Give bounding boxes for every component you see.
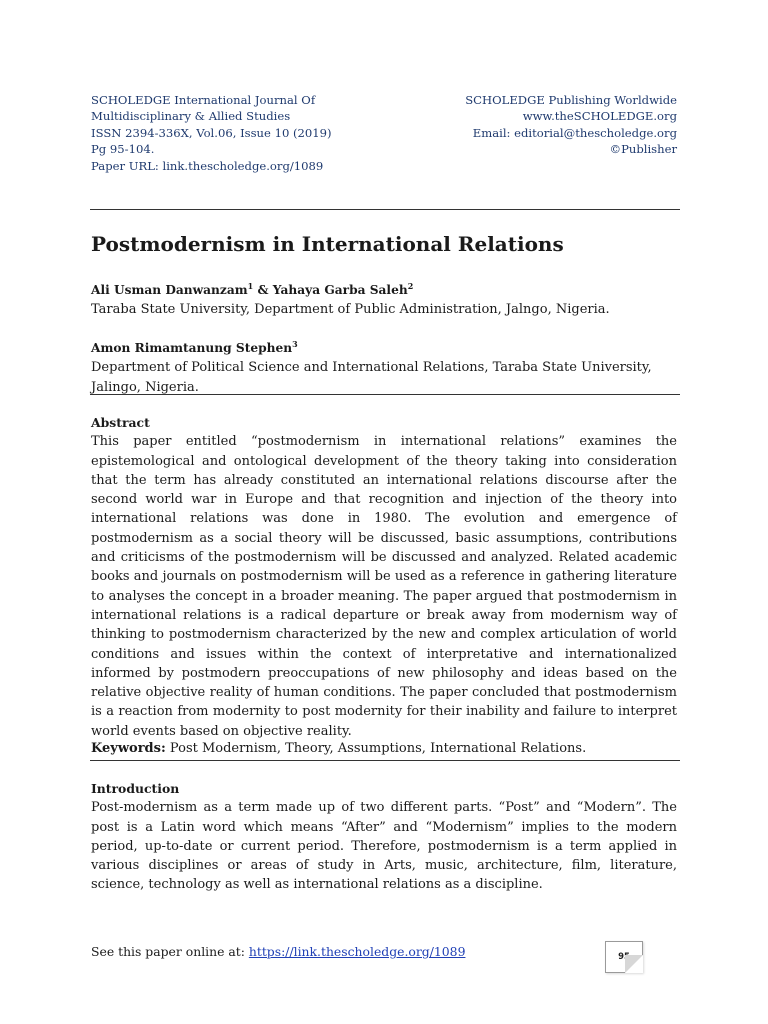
paper-online-link[interactable]: https://link.thescholedge.org/1089 — [248, 944, 466, 959]
author-affiliation-mark: 1 — [247, 281, 254, 291]
page-number: 95 — [618, 952, 630, 962]
publisher-header — [377, 92, 677, 158]
page-curl-icon — [625, 955, 643, 973]
keywords-line — [91, 739, 677, 758]
journal-pages: Pg 95-104. — [91, 142, 155, 157]
author-name: Yahaya Garba Saleh — [272, 283, 408, 298]
section-divider — [90, 394, 680, 395]
introduction-text: Post-modernism as a term made up of two different parts. “Post” and “Modern”. The post is a Latin word which means “After” and “Modernism” implies to the modern period, up-to-date or current period. Therefore, postmodernism is a term applied in various disciplines or areas of study in Arts, music, architecture, film, literature, science, technology as well as international relations as a discipline. — [91, 800, 677, 893]
journal-issn: ISSN 2394-336X, Vol.06, Issue 10 (2019) — [91, 125, 332, 140]
keywords-text: Post Modernism, Theory, Assumptions, International Relations. — [165, 741, 587, 756]
page-number-badge — [605, 941, 643, 973]
introduction-heading: Introduction — [91, 781, 180, 796]
abstract-heading: Abstract — [91, 415, 150, 430]
author-line-2 — [91, 335, 677, 358]
section-divider — [90, 760, 680, 761]
author-group-2 — [91, 335, 677, 397]
page-footer — [91, 943, 465, 961]
introduction-section — [91, 779, 677, 895]
author-affiliation-mark: 2 — [407, 281, 414, 291]
publisher-website: www.theSCHOLEDGE.org — [522, 109, 677, 124]
abstract-section — [91, 413, 677, 741]
journal-name-line2: Multidisciplinary & Allied Studies — [91, 109, 291, 124]
author-group-1 — [91, 277, 677, 320]
footer-prefix: See this paper online at: — [91, 944, 249, 959]
author-affiliation-mark: 3 — [292, 339, 298, 349]
journal-name-line1: SCHOLEDGE International Journal Of — [91, 93, 316, 107]
author-name: Ali Usman Danwanzam — [91, 283, 248, 298]
publisher-name: SCHOLEDGE Publishing Worldwide — [465, 93, 677, 107]
paper-url: Paper URL: link.thescholedge.org/1089 — [91, 158, 324, 173]
author-affiliation: Department of Political Science and International Relations, Taraba State University, Jalingo, Nigeria. — [91, 360, 652, 395]
header-divider — [90, 209, 680, 210]
author-affiliation: Taraba State University, Department of Public Administration, Jalngo, Nigeria. — [91, 302, 610, 318]
publisher-email: Email: editorial@thescholedge.org — [472, 125, 677, 140]
author-line-1 — [91, 277, 677, 300]
journal-header — [91, 92, 391, 174]
keywords-label: Keywords: — [91, 741, 166, 756]
abstract-text: This paper entitled “postmodernism in international relations” examines the epistemological and ontological development of the theory taking into consideration that the term has already constituted an international relations discourse after the second world war in Europe and that recognition and injection of the theory into international relations was done in 1980. The evolution and emergence of postmodernism as a social theory will be discussed, basic assumptions, contributions and criticisms of the postmodernism will be discussed and analyzed. Related academic books and journals on postmodernism will be used as a reference in gathering literature to analyses the concept in a broader meaning. The paper argued that postmodernism in international relations is a radical departure or break away from modernism way of thinking to postmodernism characterized by the new and complex articulation of world conditions and issues within the context of interpretative and internationalized informed by postmodern preoccupations of new philosophy and ideas based on the relative objective reality of human conditions. The paper concluded that postmodernism is a reaction from modernity to post modernity for their inability and failure to interpret world events based on objective reality. — [91, 434, 677, 739]
publisher-copyright: ©Publisher — [609, 142, 677, 157]
author-conjunction: & — [253, 283, 273, 298]
paper-title: Postmodernism in International Relations — [91, 232, 564, 256]
author-name: Amon Rimamtanung Stephen — [91, 341, 293, 356]
